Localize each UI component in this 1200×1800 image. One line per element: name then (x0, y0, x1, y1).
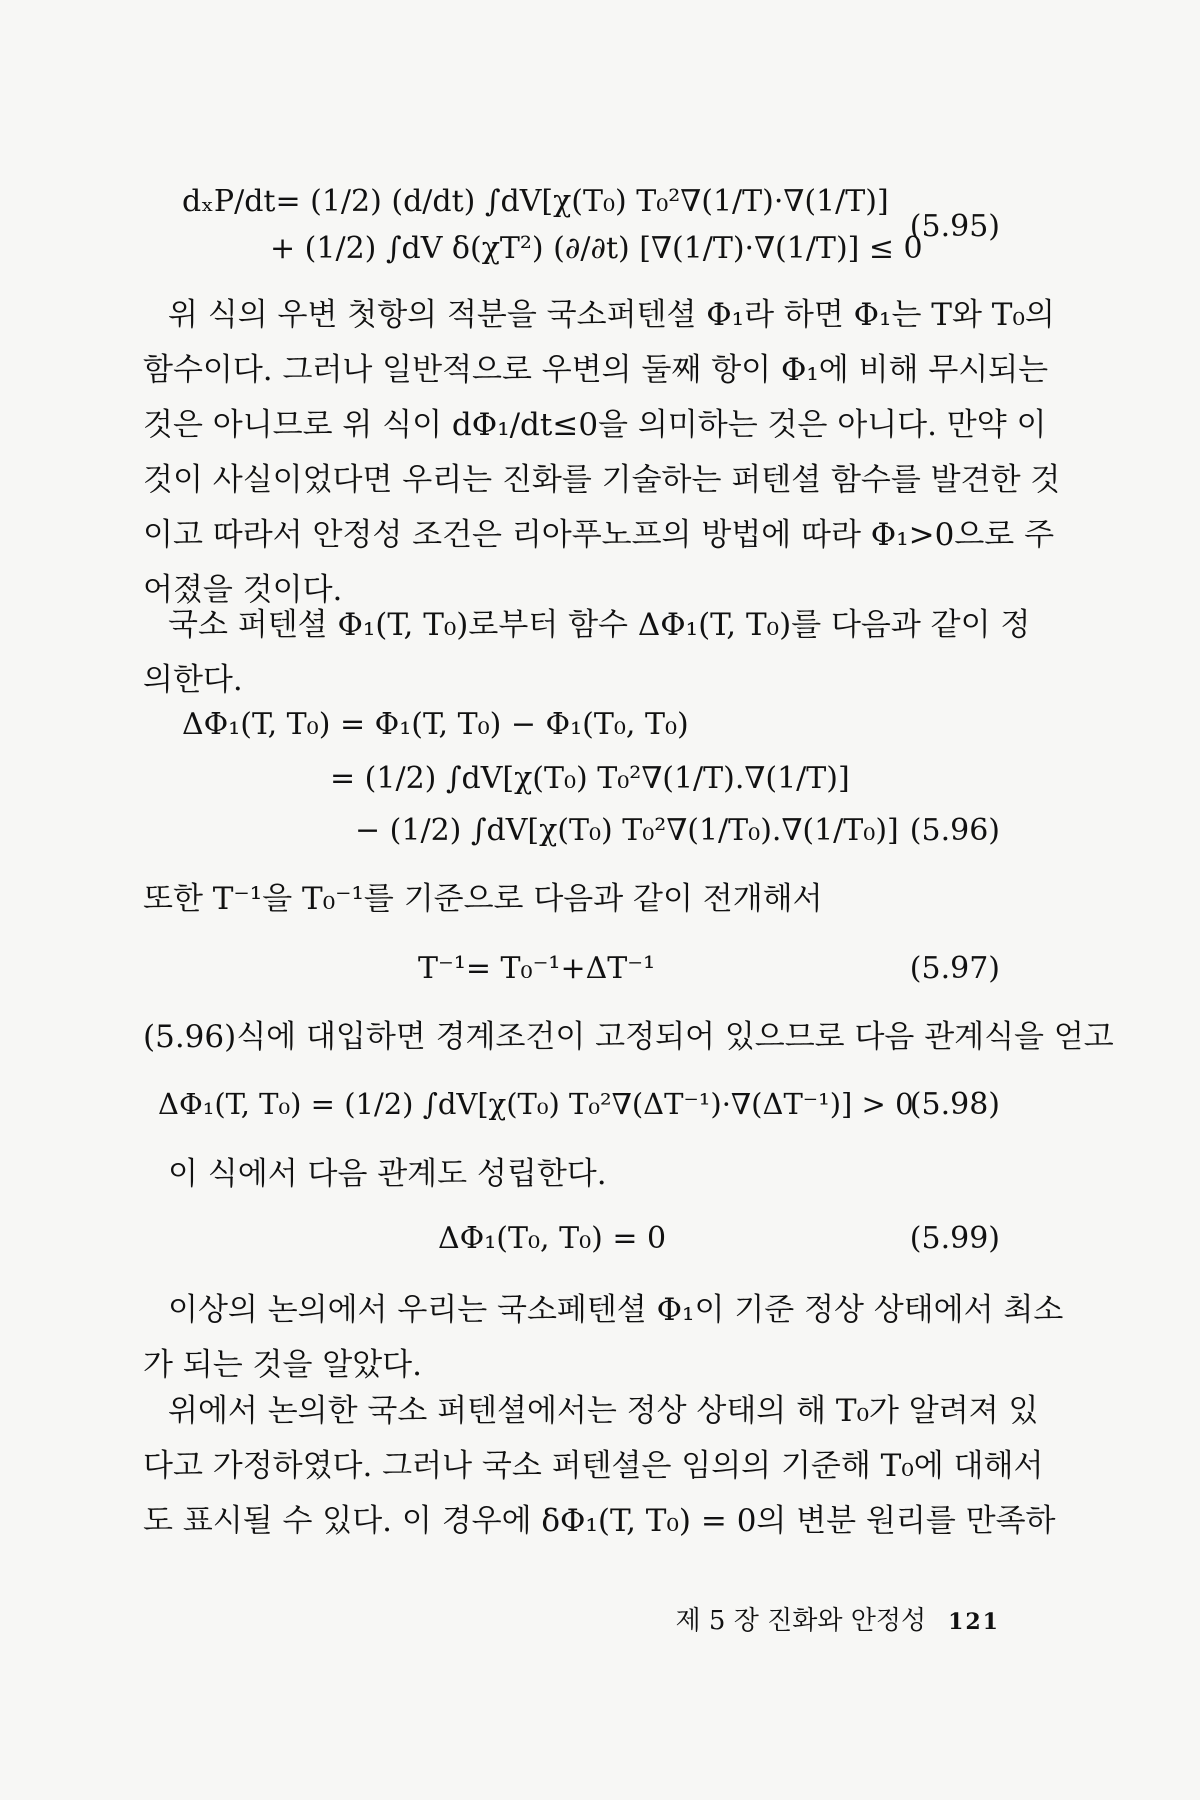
equation-5-96-line-3: − (1/2) ∫dV[χ(T₀) T₀²∇(1/T₀).∇(1/T₀)] (355, 813, 899, 848)
paragraph-line: 또한 T⁻¹을 T₀⁻¹를 기준으로 다음과 같이 전개해서 (143, 881, 823, 917)
paragraph-arbitrary-reference (143, 1384, 1056, 1549)
page-footer (676, 1600, 1000, 1637)
paragraph-relation (143, 1147, 1013, 1202)
equation-number-5-99: (5.99) (909, 1221, 1000, 1256)
paragraph-define-delta-phi (143, 598, 1031, 708)
paragraph-line: 도 표시될 수 있다. 이 경우에 δΦ₁(T, T₀) = 0의 변분 원리를 만족하 (143, 1503, 1056, 1539)
paragraph-line: 위 식의 우변 첫항의 적분을 국소퍼텐셜 Φ₁라 하면 Φ₁는 T와 T₀의 (168, 297, 1055, 333)
equation-number-5-96: (5.96) (909, 813, 1000, 848)
paragraph-line: 위에서 논의한 국소 퍼텐셜에서는 정상 상태의 해 T₀가 알려져 있 (168, 1393, 1039, 1429)
equation-5-98: ΔΦ₁(T, T₀) = (1/2) ∫dV[χ(T₀) T₀²∇(ΔT⁻¹)·∇(ΔT⁻¹)] > 0 (158, 1087, 914, 1121)
paragraph-substitution (143, 1010, 1114, 1065)
paragraph-line: 것이 사실이었다면 우리는 진화를 기술하는 퍼텐셜 함수를 발견한 것 (143, 462, 1061, 498)
chapter-title: 제 5 장 진화와 안정성 (675, 1606, 927, 1636)
page-number: 121 (948, 1609, 1000, 1635)
paragraph-line: 가 되는 것을 알았다. (143, 1347, 422, 1383)
paragraph-line: 이고 따라서 안정성 조건은 리아푸노프의 방법에 따라 Φ₁>0으로 주 (143, 517, 1055, 553)
paragraph-local-potential (143, 288, 1061, 618)
equation-number-5-95: (5.95) (909, 209, 1000, 244)
paragraph-line: 함수이다. 그러나 일반적으로 우변의 둘째 항이 Φ₁에 비해 무시되는 (143, 352, 1049, 388)
paragraph-line: (5.96)식에 대입하면 경계조건이 고정되어 있으므로 다음 관계식을 얻고 (143, 1019, 1114, 1055)
paragraph-line: 이 식에서 다음 관계도 성립한다. (168, 1156, 607, 1192)
paragraph-line: 것은 아니므로 위 식이 dΦ₁/dt≤0을 의미하는 것은 아니다. 만약 이 (143, 407, 1047, 443)
paragraph-minimum (143, 1283, 1064, 1393)
equation-5-95-line-1: dₓP/dt= (1/2) (d/dt) ∫dV[χ(T₀) T₀²∇(1/T)·∇(1/T)] (182, 184, 889, 219)
paragraph-line: 어졌을 것이다. (143, 572, 343, 608)
equation-5-99: ΔΦ₁(T₀, T₀) = 0 (438, 1221, 667, 1256)
paragraph-expansion (143, 872, 1013, 927)
equation-number-5-98: (5.98) (909, 1087, 1000, 1122)
equation-5-97: T⁻¹= T₀⁻¹+ΔT⁻¹ (418, 951, 656, 986)
paragraph-line: 의한다. (143, 662, 243, 698)
equation-number-5-97: (5.97) (909, 951, 1000, 986)
paragraph-line: 다고 가정하였다. 그러나 국소 퍼텐셜은 임의의 기준해 T₀에 대해서 (143, 1448, 1044, 1484)
paragraph-line: 이상의 논의에서 우리는 국소페텐셜 Φ₁이 기준 정상 상태에서 최소 (168, 1292, 1064, 1328)
equation-5-96-line-1: ΔΦ₁(T, T₀) = Φ₁(T, T₀) − Φ₁(T₀, T₀) (182, 707, 689, 742)
equation-5-95-line-2: + (1/2) ∫dV δ(χT²) (∂/∂t) [∇(1/T)·∇(1/T)] ≤ 0 (270, 231, 923, 266)
paragraph-line: 국소 퍼텐셜 Φ₁(T, T₀)로부터 함수 ΔΦ₁(T, T₀)를 다음과 같이 정 (168, 607, 1031, 643)
equation-5-96-line-2: = (1/2) ∫dV[χ(T₀) T₀²∇(1/T).∇(1/T)] (330, 761, 850, 796)
